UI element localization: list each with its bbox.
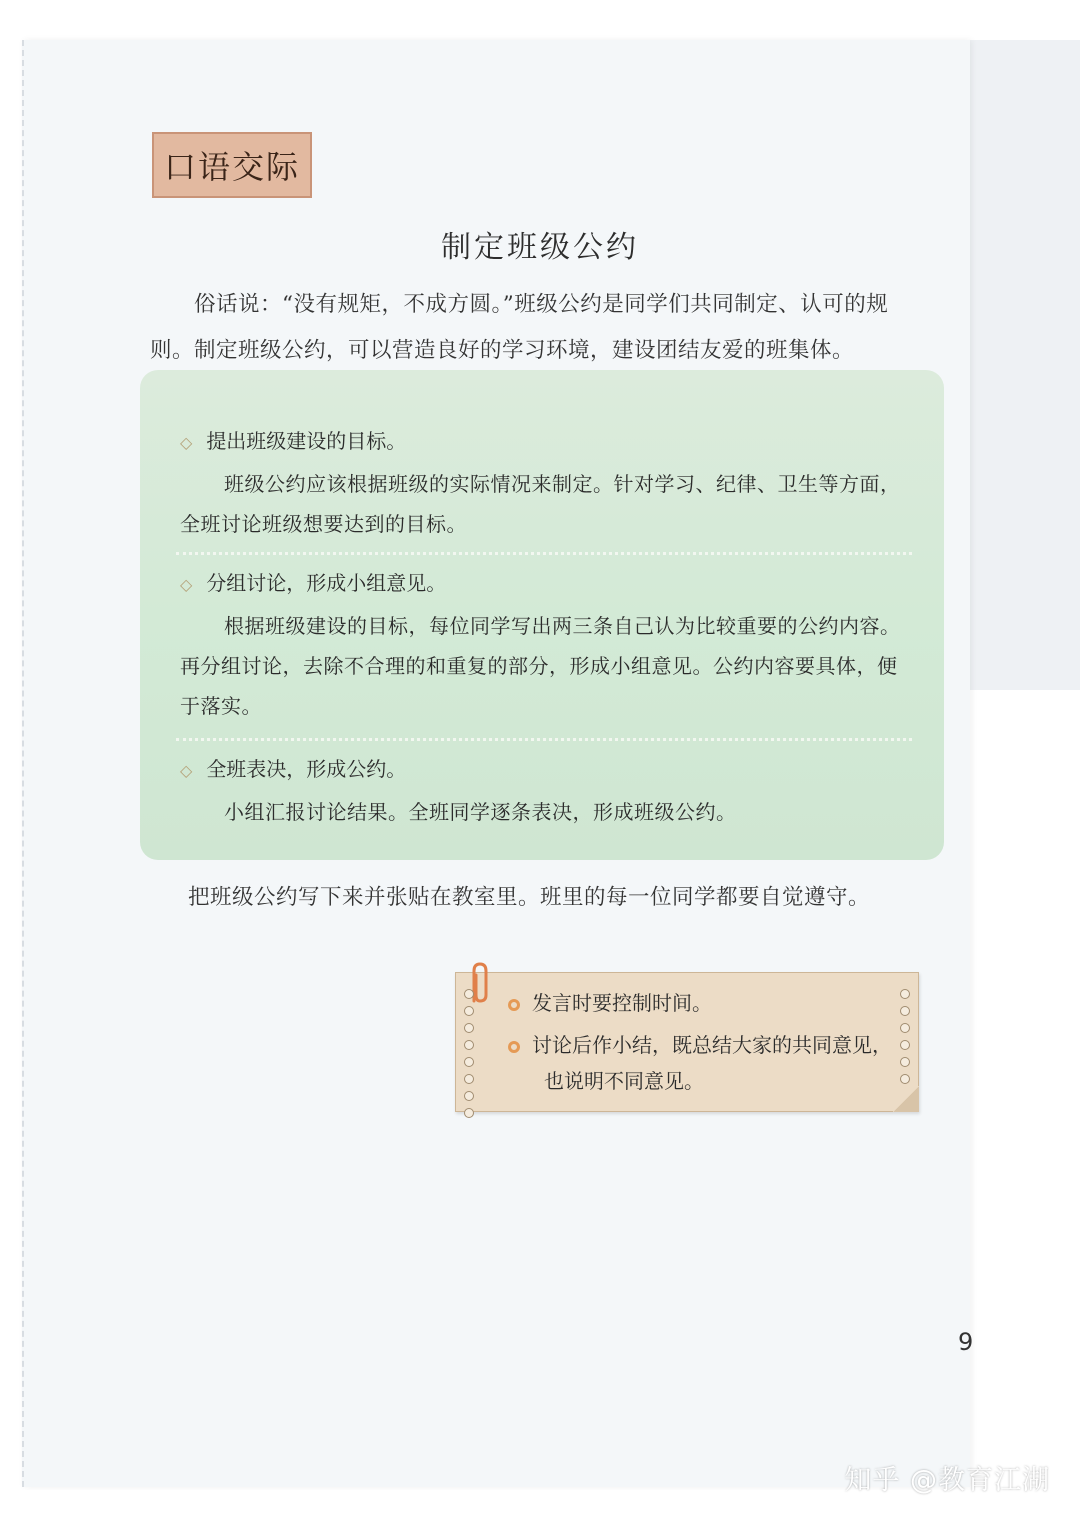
diamond-bullet-icon: ◇: [180, 761, 193, 780]
step-body: 班级公约应该根据班级的实际情况来制定。针对学习、纪律、卫生等方面，全班讨论班级想要达到的目标。: [180, 472, 901, 536]
step-head: 分组讨论，形成小组意见。: [206, 571, 447, 595]
page-curl: [893, 1086, 919, 1112]
step-head: 提出班级建设的目标。: [206, 429, 407, 453]
dotted-divider: [176, 552, 912, 555]
dotted-divider: [176, 738, 912, 741]
page-number: 9: [958, 1328, 974, 1356]
diamond-bullet-icon: ◇: [180, 433, 193, 452]
ring-bullet-icon: [508, 999, 520, 1011]
step-1: [180, 426, 910, 544]
watermark: 知乎 @教育江湖: [844, 1465, 1050, 1496]
tip-item: 发言时要控制时间。: [508, 985, 848, 1021]
punch-holes-left: [464, 989, 474, 1118]
punch-holes-right: [900, 989, 910, 1084]
page-title: 制定班级公约: [441, 230, 639, 265]
step-3: [180, 754, 910, 832]
closing-paragraph: 把班级公约写下来并张贴在教室里。班里的每一位同学都要自觉遵守。: [188, 885, 871, 910]
step-head: 全班表决，形成公约。: [206, 757, 407, 781]
step-body: 小组汇报讨论结果。全班同学逐条表决，形成班级公约。: [224, 800, 737, 824]
step-2: [180, 568, 910, 726]
tip-card: [455, 972, 919, 1112]
ring-bullet-icon: [508, 1041, 520, 1053]
steps-box: [140, 370, 944, 860]
tip-item: 讨论后作小结，既总结大家的共同意见，也说明不同意见。: [508, 1027, 894, 1099]
diamond-bullet-icon: ◇: [180, 575, 193, 594]
step-body: 根据班级建设的目标，每位同学写出两三条自己认为比较重要的公约内容。再分组讨论，去除不合理的和重复的部分，形成小组意见。公约内容要具体，便于落实。: [180, 614, 901, 718]
section-tag: 口语交际: [152, 132, 312, 198]
underlying-page: [968, 40, 1080, 690]
intro-paragraph: 俗话说：“没有规矩，不成方圆。”班级公约是同学们共同制定、认可的规则。制定班级公约，可以营造良好的学习环境，建设团结友爱的班集体。: [150, 292, 889, 363]
